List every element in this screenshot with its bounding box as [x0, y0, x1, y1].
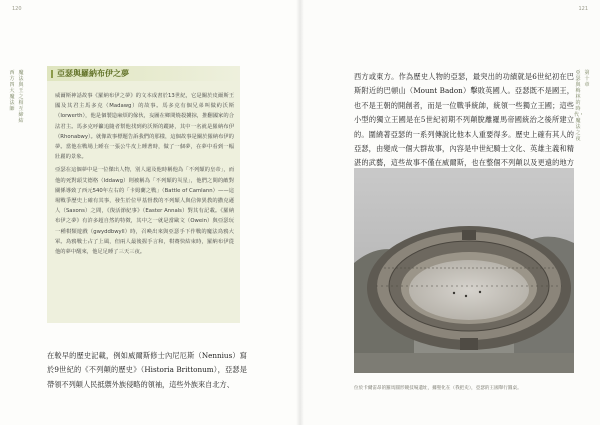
left-page-number: 120	[12, 6, 22, 12]
photo-caption: 位於卡爾雷昂的羅馬圓形競技場遺址，據聖化在（我把史），亞瑟的王國舉行圓桌。	[354, 386, 522, 391]
figure	[453, 292, 455, 294]
right-page-number: 121	[578, 6, 588, 12]
right-running-head-chapter: 第十章	[584, 70, 590, 88]
gate-south	[460, 338, 478, 350]
gate-north	[462, 230, 476, 240]
left-running-head-book: 西方四大魔法師	[9, 70, 15, 112]
body-paragraph: 西方或東方。作為歷史人物的亞瑟，最突出的功績就是6世紀初在巴斯附近的巴頓山（Mount Badon）擊敗英國人。亞瑟既不是國王，也不是王朝的開創者，而是一位戰爭統帥，統領一些獨立王國；這些小型的獨立王國是在5世紀初期不列顛脫離羅馬帝國統治之後所建立的。圍繞著亞瑟的一系列傳說比他本人重要得多。歷史上確有其人的亞瑟，由變成一個大群故事，內容是中世紀騎士文化、英雄主義和精湛的武藝，這些故事不僅在威爾斯，也在整個不列顛以及更遠的地方	[354, 72, 574, 168]
left-body-text	[47, 349, 247, 392]
sidebar-heading-bar	[47, 66, 240, 81]
arena-floor	[409, 260, 529, 320]
left-running-head-section: 魔法與王之相互締結	[18, 70, 24, 124]
amphitheatre-photo	[354, 168, 574, 373]
figure	[465, 295, 467, 297]
heading-marker	[51, 70, 53, 78]
book-spine	[296, 0, 304, 425]
right-running-head-section: 亞瑟與梅林的時代・魔法之夜	[574, 70, 585, 142]
figure	[479, 291, 481, 293]
sidebar-paragraph: 威爾斯神話故事《羅納布伊之夢》的文本成書於13世紀，它是關於皮爾斯王國及其君主馬多克（Madawg）的故事。馬多克有個兄弟叫做約沃斯（Iorwerth），他是個製造麻煩的傢伙，妄圖在鄉間燒殺擄掠，推翻國家的合法君主。馬多克呼籲追隨者幫他找到約沃斯的蹤跡，其中一名就是羅納布伊（Rhonabwy）。就像故事標題告訴我們的那樣，這個故事是關於羅納布伊的夢。當他在戰場上睡在一張公牛皮上睡著時，做了一個夢，在夢中看到一幅壯麗的景象。	[55, 93, 234, 161]
sidebar-paragraph: 亞瑟在這個夢中是一位傑出人物，別人還及他時稱他為「不列顛的皇帝」，而他的死對頭艾德格（Iddawg）則被稱為「不列顛的災星」，他們之間的敵對關係導致了西元540年左右的「卡姆蘭之戰」（Battle of Camlann）——這場戰爭歷史上確有其事，發生於位甲基督教的不列顛人與信仰異教的撒克遜人（Saxons）之間，《復活節紀事》（Easter Annals）對其有記載。《羅納布伊之夢》有許多超自然的特徵，其中之一就是當歐文（Owein）與亞瑟玩一種棋類遊戲（gwyddbwyll）時，召喚出來與亞瑟手下作戰的魔法鳥鴉大軍。鳥鴉戰士占了上風，但兩人最後握手言和，棋賽快結束時，羅納布伊從他的夢中醒來，他足足睡了三天三夜。	[55, 167, 234, 256]
foreground-field	[354, 353, 574, 373]
sidebar-title: 亞瑟與羅納布伊之夢	[57, 69, 129, 78]
sidebar-text	[55, 91, 234, 260]
body-paragraph: 在較早的歷史記載，例如威爾斯修士內尼厄斯（Nennius）寫於9世紀的《不列顛的歷史》（Historia Brittonum），亞瑟是帶領不列顛人民抵禦外族侵略的領袖，這些外族來自北方、	[47, 351, 247, 389]
